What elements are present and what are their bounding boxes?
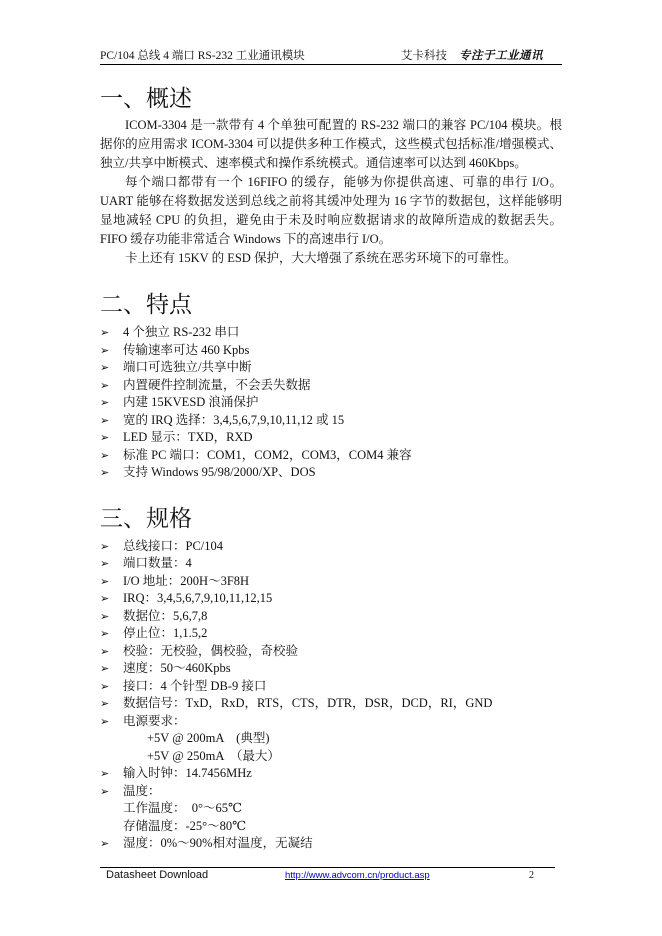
- features-list: [100, 324, 562, 482]
- specs-list: [100, 538, 562, 731]
- list-item: ➢ 4 个独立 RS-232 串口: [100, 324, 562, 342]
- section-title-features: 二、特点: [100, 292, 192, 317]
- footer-url-link[interactable]: http://www.advcom.cn/product.asp: [285, 870, 430, 881]
- list-item: ➢ 数据信号：TxD，RxD，RTS，CTS，DTR，DSR，DCD，RI，GND: [100, 695, 562, 713]
- list-item: ➢ IRQ：3,4,5,6,7,9,10,11,12,15: [100, 590, 562, 608]
- arrow-bullet-icon: ➢: [100, 539, 110, 553]
- list-item: ➢ 电源要求：: [100, 713, 562, 731]
- temp-operating: 工作温度： 0°～65℃: [123, 801, 242, 815]
- arrow-bullet-icon: ➢: [100, 697, 110, 710]
- list-item: ➢ 内置硬件控制流量，不会丢失数据: [100, 377, 562, 395]
- list-item: ➢ 传输速率可达 460 Kpbs: [100, 342, 562, 360]
- arrow-bullet-icon: ➢: [100, 837, 110, 850]
- section-title-overview: 一、概述: [100, 86, 192, 111]
- list-item: ➢ 温度：: [100, 783, 562, 801]
- arrow-bullet-icon: ➢: [100, 679, 110, 693]
- overview-paragraph: 每个端口都带有一个 16FIFO 的缓存，能够为你提供高速、可靠的串行 I/O。UART 能够在将数据发送到总线之前将其缓冲处理为 16 字节的数据包，这样能够明显地减轻 CPU 的负担，避免由于未及时响应数据请求的故障所造成的数据丢失。FIFO 缓存功能非常适合 Windows 下的高速串行 I/O。: [100, 175, 562, 246]
- list-item: ➢ 端口数量：4: [100, 555, 562, 573]
- arrow-bullet-icon: ➢: [100, 466, 110, 479]
- list-item: ➢ 内建 15KVESD 浪涌保护: [100, 394, 562, 412]
- arrow-bullet-icon: ➢: [100, 361, 110, 374]
- power-typical: +5V @ 200mA (典型): [147, 731, 270, 745]
- list-item: ➢ 停止位：1,1.5,2: [100, 625, 562, 643]
- arrow-bullet-icon: ➢: [100, 609, 110, 623]
- arrow-bullet-icon: ➢: [100, 662, 110, 675]
- arrow-bullet-icon: ➢: [100, 592, 110, 605]
- specs-list-cont: [100, 765, 562, 800]
- arrow-bullet-icon: ➢: [100, 714, 110, 728]
- arrow-bullet-icon: ➢: [100, 326, 110, 339]
- arrow-bullet-icon: ➢: [100, 574, 110, 588]
- arrow-bullet-icon: ➢: [100, 396, 110, 409]
- arrow-bullet-icon: ➢: [100, 784, 110, 798]
- section-title-specs: 三、规格: [100, 505, 192, 531]
- power-max: +5V @ 250mA （最大）: [147, 748, 280, 763]
- page-header: [100, 44, 562, 65]
- arrow-bullet-icon: ➢: [100, 767, 110, 780]
- footer-download-label: Datasheet Download: [106, 869, 209, 881]
- header-slogan: 专注于工业通讯: [459, 50, 543, 62]
- header-company: 艾卡科技: [401, 50, 447, 62]
- list-item: ➢ 接口：4 个针型 DB-9 接口: [100, 678, 562, 696]
- list-item: ➢ 输入时钟：14.7456MHz: [100, 765, 562, 783]
- arrow-bullet-icon: ➢: [100, 378, 110, 392]
- temp-storage: 存储温度：-25°～80℃: [123, 818, 247, 833]
- list-item: ➢ 支持 Windows 95/98/2000/XP、DOS: [100, 464, 562, 482]
- overview-paragraph: ICOM-3304 是一款带有 4 个单独可配置的 RS-232 端口的兼容 PC/104 模块。根据你的应用需求 ICOM-3304 可以提供多种工作模式，这些模式包括标准/增强模式、独立/共享中断模式、速率模式和操作系统模式。通信速率可以达到 460Kbps。: [100, 118, 562, 170]
- arrow-bullet-icon: ➢: [100, 644, 110, 658]
- page-number: 2: [529, 870, 534, 881]
- list-item: ➢ 速度：50～460Kpbs: [100, 660, 562, 678]
- document-body: [100, 82, 562, 853]
- overview-paragraph: 卡上还有 15KV 的 ESD 保护，大大增强了系统在恶劣环境下的可靠性。: [125, 251, 517, 265]
- list-item: ➢ 标准 PC 端口：COM1，COM2，COM3，COM4 兼容: [100, 447, 562, 465]
- arrow-bullet-icon: ➢: [100, 557, 110, 570]
- arrow-bullet-icon: ➢: [100, 343, 110, 357]
- list-item: ➢ 端口可选独立/共享中断: [100, 359, 562, 377]
- list-item: ➢ LED 显示：TXD，RXD: [100, 429, 562, 447]
- list-item: ➢ 宽的 IRQ 选择：3,4,5,6,7,9,10,11,12 或 15: [100, 412, 562, 430]
- list-item: ➢ I/O 地址：200H～3F8H: [100, 573, 562, 591]
- header-title: PC/104 总线 4 端口 RS-232 工业通讯模块: [100, 50, 305, 62]
- specs-list-end: [100, 835, 562, 853]
- list-item: ➢ 数据位：5,6,7,8: [100, 608, 562, 626]
- list-item: ➢ 总线接口：PC/104: [100, 538, 562, 556]
- arrow-bullet-icon: ➢: [100, 627, 110, 640]
- page-footer: [100, 867, 555, 888]
- arrow-bullet-icon: ➢: [100, 431, 110, 444]
- list-item: ➢ 校验：无校验，偶校验，奇校验: [100, 643, 562, 661]
- arrow-bullet-icon: ➢: [100, 448, 110, 462]
- arrow-bullet-icon: ➢: [100, 413, 110, 427]
- list-item: ➢ 湿度：0%～90%相对温度，无凝结: [100, 835, 562, 853]
